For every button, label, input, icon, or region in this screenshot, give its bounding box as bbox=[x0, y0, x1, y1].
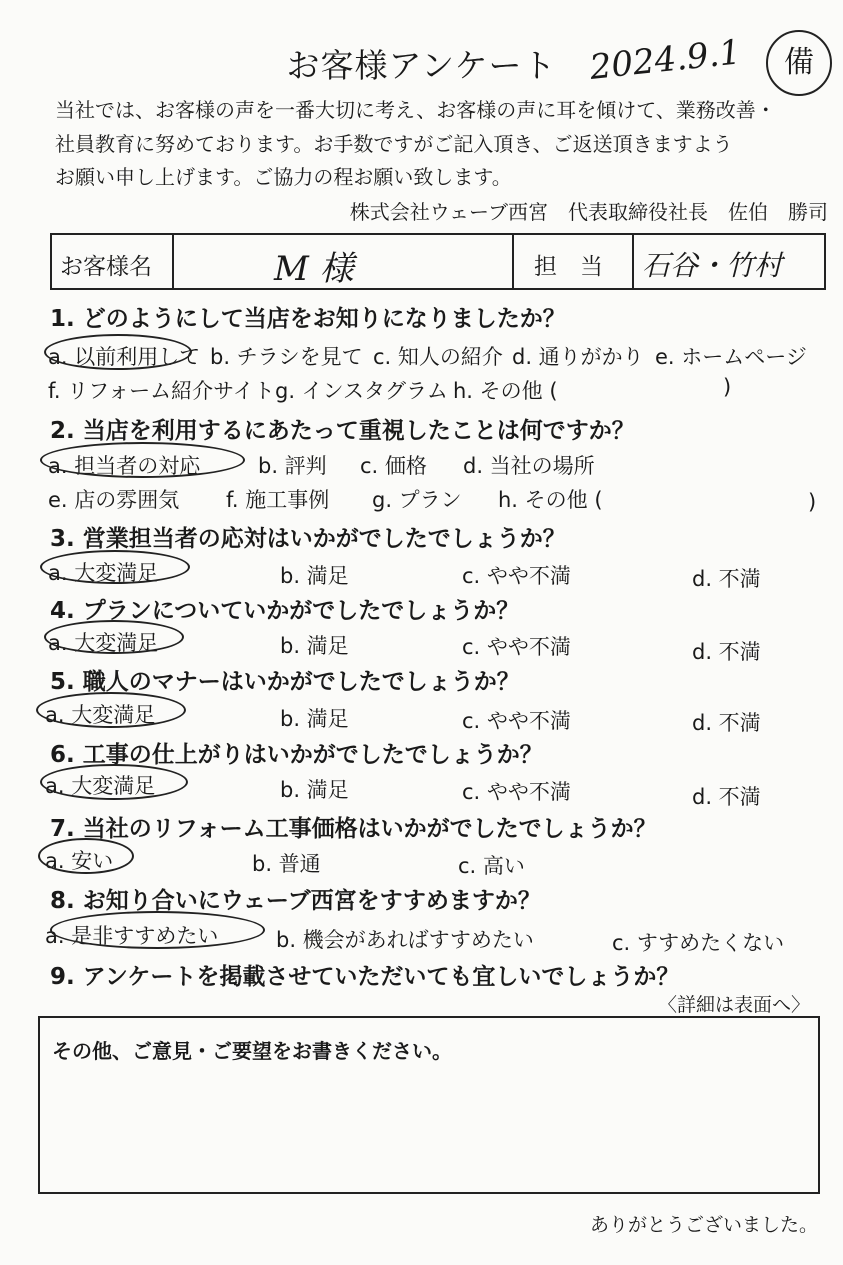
q1-option-h[interactable]: h. その他 ( bbox=[453, 379, 558, 403]
thanks-message: ありがとうございました。 bbox=[589, 1214, 818, 1236]
q5-selection-circle bbox=[36, 692, 186, 728]
q8-option-c[interactable]: c. すすめたくない bbox=[612, 931, 785, 955]
q2-option-e[interactable]: e. 店の雰囲気 bbox=[48, 488, 180, 512]
q2-option-b[interactable]: b. 評判 bbox=[258, 454, 327, 478]
q5-option-a[interactable]: a. 大変満足 bbox=[45, 703, 156, 727]
q7-option-a[interactable]: a. 安い bbox=[45, 849, 114, 873]
question-9: 9. アンケートを掲載させていただいても宜しいでしょうか？ bbox=[50, 964, 680, 990]
q5-option-d[interactable]: d. 不満 bbox=[692, 711, 761, 735]
q3-option-a[interactable]: a. 大変満足 bbox=[48, 561, 159, 585]
q8-selection-circle bbox=[50, 911, 265, 949]
q2-option-f[interactable]: f. 施工事例 bbox=[226, 488, 330, 512]
q7-option-c[interactable]: c. 高い bbox=[458, 854, 525, 878]
q1-option-f[interactable]: f. リフォーム紹介サイト bbox=[48, 379, 275, 403]
q5-option-c[interactable]: c. やや不満 bbox=[462, 709, 571, 733]
question-2: 2. 当店を利用するにあたって重視したことは何ですか？ bbox=[50, 418, 635, 444]
q5-option-b[interactable]: b. 満足 bbox=[280, 707, 349, 731]
q6-option-a[interactable]: a. 大変満足 bbox=[45, 774, 156, 798]
q1-option-e[interactable]: e. ホームページ bbox=[655, 345, 807, 369]
question-4: 4. プランについていかがでしたでしょうか？ bbox=[50, 598, 520, 624]
q3-option-b[interactable]: b. 満足 bbox=[280, 564, 349, 588]
q2-option-g[interactable]: g. プラン bbox=[372, 488, 462, 512]
q3-option-d[interactable]: d. 不満 bbox=[692, 567, 761, 591]
q2-selection-circle bbox=[40, 442, 245, 478]
q1-option-a[interactable]: a. 以前利用して bbox=[48, 345, 201, 369]
customer-name-cell[interactable] bbox=[174, 235, 514, 288]
question-3: 3. 営業担当者の応対はいかがでしたでしょうか？ bbox=[50, 526, 566, 552]
intro-line-2: 社員教育に努めております。お手数ですがご記入頂き、ご返送頂きますよう bbox=[55, 132, 733, 156]
q1-option-h-close: ) bbox=[723, 375, 732, 399]
question-1: 1. どのようにして当店をお知りになりましたか？ bbox=[50, 306, 566, 332]
staff-label: 担 当 bbox=[534, 254, 603, 280]
q6-selection-circle bbox=[40, 764, 188, 800]
q2-option-a[interactable]: a. 担当者の対応 bbox=[48, 454, 201, 478]
q2-option-h[interactable]: h. その他 ( bbox=[498, 488, 603, 512]
q4-selection-circle bbox=[44, 620, 184, 654]
customer-info-table bbox=[50, 233, 826, 290]
seal-stamp: 備 bbox=[766, 30, 832, 96]
customer-name: M 様 bbox=[274, 249, 354, 289]
q4-option-b[interactable]: b. 満足 bbox=[280, 634, 349, 658]
survey-title: お客様アンケート bbox=[286, 46, 557, 85]
company-signature: 株式会社ウェーブ西宮 代表取締役社長 佐伯 勝司 bbox=[349, 200, 828, 224]
q3-selection-circle bbox=[40, 550, 190, 584]
q2-option-c[interactable]: c. 価格 bbox=[360, 454, 427, 478]
q8-option-b[interactable]: b. 機会があればすすめたい bbox=[276, 928, 534, 952]
staff-name: 石谷・竹村 bbox=[642, 249, 783, 282]
handwritten-date: 2024.9.1 bbox=[587, 32, 743, 88]
q4-option-d[interactable]: d. 不満 bbox=[692, 640, 761, 664]
customer-label: お客様名 bbox=[60, 254, 152, 280]
question-8: 8. お知り合いにウェーブ西宮をすすめますか？ bbox=[50, 888, 541, 914]
q3-option-c[interactable]: c. やや不満 bbox=[462, 564, 571, 588]
q6-option-d[interactable]: d. 不満 bbox=[692, 785, 761, 809]
q1-option-c[interactable]: c. 知人の紹介 bbox=[373, 345, 503, 369]
q1-option-b[interactable]: b. チラシを見て bbox=[210, 345, 363, 369]
intro-line-3: お願い申し上げます。ご協力の程お願い致します。 bbox=[55, 165, 512, 189]
q1-option-g[interactable]: g. インスタグラム bbox=[275, 379, 448, 403]
question-5: 5. 職人のマナーはいかがでしたでしょうか？ bbox=[50, 669, 520, 695]
q7-selection-circle bbox=[38, 838, 134, 874]
q7-option-b[interactable]: b. 普通 bbox=[252, 852, 321, 876]
staff-label-cell bbox=[514, 235, 634, 288]
q1-option-d[interactable]: d. 通りがかり bbox=[512, 345, 644, 369]
intro-line-1: 当社では、お客様の声を一番大切に考え、お客様の声に耳を傾けて、業務改善・ bbox=[55, 98, 776, 122]
q1-selection-circle bbox=[44, 334, 192, 370]
q6-option-b[interactable]: b. 満足 bbox=[280, 778, 349, 802]
q4-option-c[interactable]: c. やや不満 bbox=[462, 635, 571, 659]
q2-option-h-close: ) bbox=[808, 490, 817, 514]
question-6: 6. 工事の仕上がりはいかがでしたでしょうか？ bbox=[50, 742, 543, 768]
q9-note: 〈詳細は表面へ〉 bbox=[658, 994, 811, 1016]
q6-option-c[interactable]: c. やや不満 bbox=[462, 780, 571, 804]
q4-option-a[interactable]: a. 大変満足 bbox=[48, 631, 159, 655]
staff-name-cell[interactable] bbox=[634, 235, 824, 288]
customer-label-cell bbox=[52, 235, 174, 288]
q8-option-a[interactable]: a. 是非すすめたい bbox=[45, 924, 219, 948]
comment-label: その他、ご意見・ご要望をお書きください。 bbox=[52, 1039, 452, 1063]
q2-option-d[interactable]: d. 当社の場所 bbox=[463, 454, 595, 478]
question-7: 7. 当社のリフォーム工事価格はいかがでしたでしょうか？ bbox=[50, 816, 657, 842]
